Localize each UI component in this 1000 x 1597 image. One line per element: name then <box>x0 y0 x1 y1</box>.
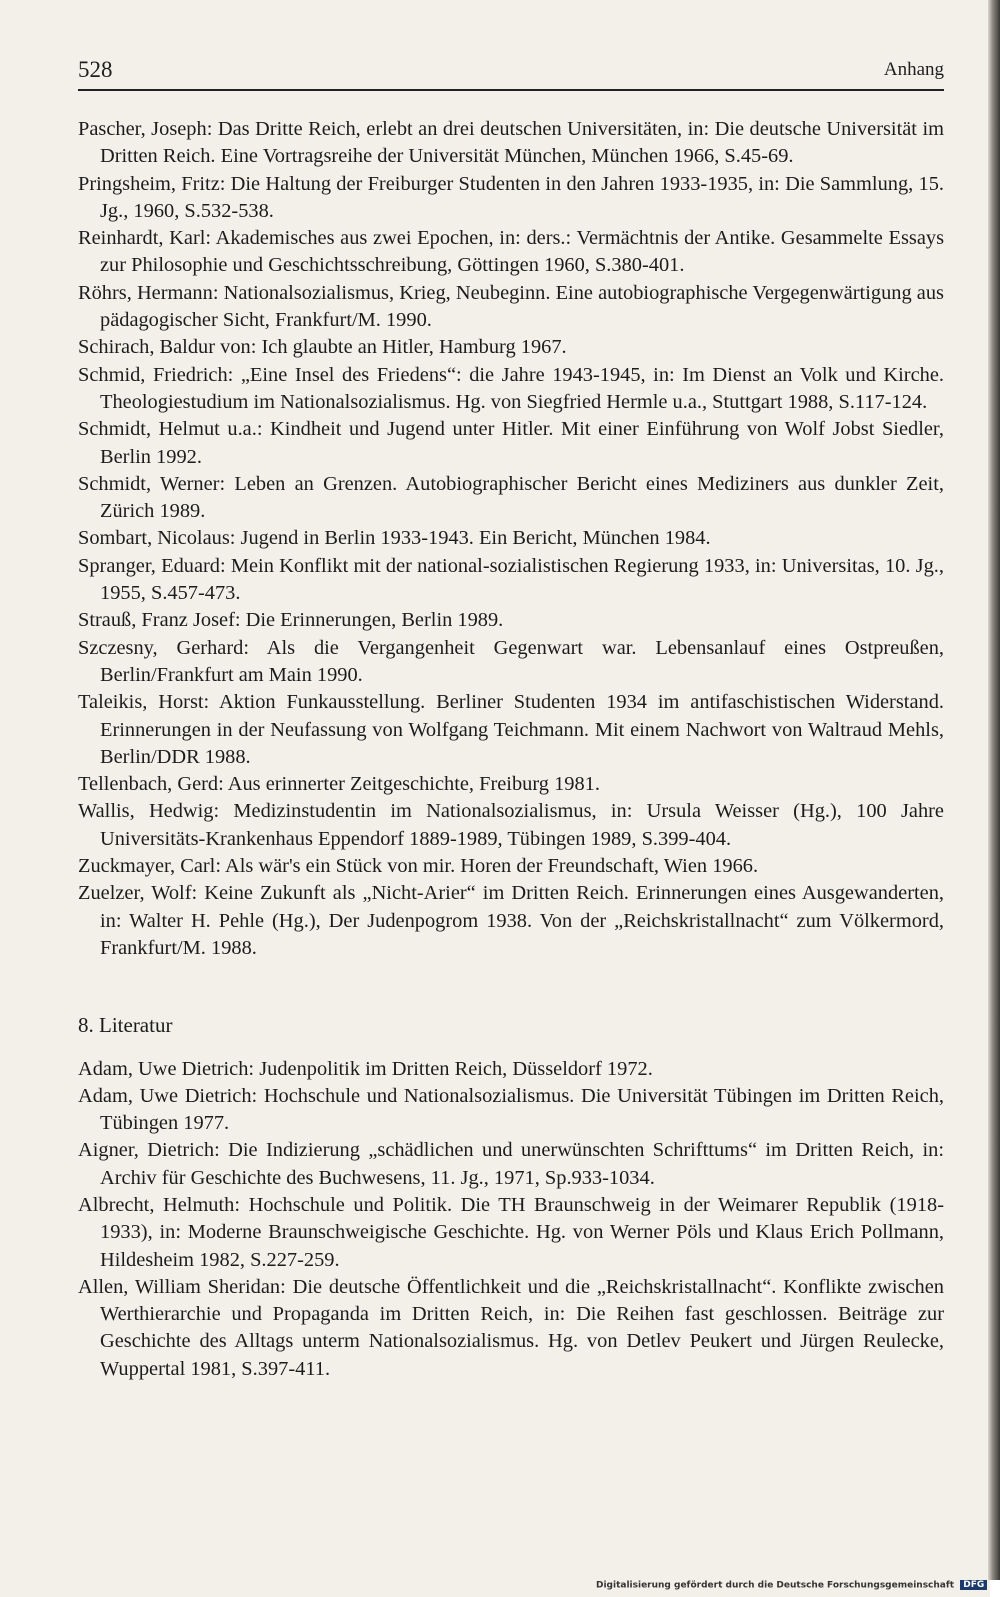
bibliography-entry: Strauß, Franz Josef: Die Erinnerungen, Berlin 1989. <box>78 609 504 632</box>
book-spine-edge <box>988 0 1000 1580</box>
bibliography-entry: Spranger, Eduard: Mein Konflikt mit der national-sozialistischen Regierung 1933, in: Universitas, 10. Jg., 1955, S.457-473. <box>78 554 944 605</box>
digitization-footer <box>596 1580 987 1591</box>
bibliography-entry: Schmidt, Werner: Leben an Grenzen. Autobiographischer Bericht eines Mediziners aus dunkler Zeit, Zürich 1989. <box>78 472 944 523</box>
bibliography-entry: Adam, Uwe Dietrich: Hochschule und Nationalsozialismus. Die Universität Tübingen im Dritten Reich, Tübingen 1977. <box>78 1084 944 1135</box>
bibliography-entry: Taleikis, Horst: Aktion Funkausstellung. Berliner Studenten 1934 im antifaschistischen Widerstand. Erinnerungen in der Neufassung von Wolfgang Teichmann. Mit einem Nachwort von Waltraud Mehls, Berlin/DDR 1988. <box>78 691 944 768</box>
section-heading: 8. Literatur <box>78 1013 173 1038</box>
bibliography-entry: Albrecht, Helmuth: Hochschule und Politik. Die TH Braunschweig in der Weimarer Republik (1918-1933), in: Moderne Braunschweigische Geschichte. Hg. von Werner Pöls und Klaus Erich Pollmann, Hildesheim 1982, S.227-259. <box>78 1193 944 1271</box>
running-head: Anhang <box>883 59 944 80</box>
bibliography-entry: Sombart, Nicolaus: Jugend in Berlin 1933-1943. Ein Bericht, München 1984. <box>78 527 711 550</box>
bibliography-entry: Wallis, Hedwig: Medizinstudentin im Nationalsozialismus, in: Ursula Weisser (Hg.), 100 Jahre Universitäts-Krankenhaus Eppendorf 1889-1989, Tübingen 1989, S.399-404. <box>78 800 944 850</box>
bibliography-entry: Röhrs, Hermann: Nationalsozialismus, Krieg, Neubeginn. Eine autobiographische Vergegenwärtigung aus pädagogischer Sicht, Frankfurt/M. 1990. <box>78 281 944 332</box>
literature-list <box>78 1056 944 1384</box>
bibliography-entry: Schirach, Baldur von: Ich glaubte an Hitler, Hamburg 1967. <box>78 336 567 359</box>
bibliography-entry: Reinhardt, Karl: Akademisches aus zwei Epochen, in: ders.: Vermächtnis der Antike. Gesammelte Essays zur Philosophie und Geschichtsschreibung, Göttingen 1960, S.380-401. <box>78 227 944 277</box>
bibliography-entry: Allen, William Sheridan: Die deutsche Öffentlichkeit und die „Reichskristallnacht“. Konflikte zwischen Werthierarchie und Propaganda im Dritten Reich, in: Die Reihen fast geschlossen. Beiträge zur Geschichte des Alltags unterm Nationalsozialismus. Hg. von Detlev Peukert und Jürgen Reulecke, Wuppertal 1981, S.397-411. <box>78 1275 944 1380</box>
bibliography-entry: Schmidt, Helmut u.a.: Kindheit und Jugend unter Hitler. Mit einer Einführung von Wolf Jobst Siedler, Berlin 1992. <box>78 418 944 468</box>
bibliography-entry: Tellenbach, Gerd: Aus erinnerter Zeitgeschichte, Freiburg 1981. <box>78 773 600 796</box>
bibliography-entry: Adam, Uwe Dietrich: Judenpolitik im Dritten Reich, Düsseldorf 1972. <box>78 1057 653 1080</box>
page-number: 528 <box>78 57 113 82</box>
footer-text: Digitalisierung gefördert durch die Deutsche Forschungsgemeinschaft <box>596 1580 955 1591</box>
sources-list <box>78 116 944 962</box>
bibliography-entry: Pringsheim, Fritz: Die Haltung der Freiburger Studenten in den Jahren 1933-1935, in: Die Sammlung, 15. Jg., 1960, S.532-538. <box>78 172 944 222</box>
bibliography-entry: Aigner, Dietrich: Die Indizierung „schädlichen und unerwünschten Schrifttums“ im Dritten Reich, in: Archiv für Geschichte des Buchwesens, 11. Jg., 1971, Sp.933-1034. <box>78 1139 944 1189</box>
page-header <box>78 55 944 91</box>
dfg-logo: DFG <box>960 1580 987 1590</box>
bibliography-entry: Pascher, Joseph: Das Dritte Reich, erlebt an drei deutschen Universitäten, in: Die deutsche Universität im Dritten Reich. Eine Vortragsreihe der Universität München, München 1966, S.45-69. <box>78 118 944 168</box>
bibliography-entry: Schmid, Friedrich: „Eine Insel des Friedens“: die Jahre 1943-1945, in: Im Dienst an Volk und Kirche. Theologiestudium im Nationalsozialismus. Hg. von Siegfried Hermle u.a., Stuttgart 1988, S.117-124. <box>78 363 944 413</box>
bibliography-entry: Szczesny, Gerhard: Als die Vergangenheit Gegenwart war. Lebensanlauf eines Ostpreußen, Berlin/Frankfurt am Main 1990. <box>78 636 944 686</box>
bibliography-entry: Zuckmayer, Carl: Als wär's ein Stück von mir. Horen der Freundschaft, Wien 1966. <box>78 855 759 878</box>
bibliography-entry: Zuelzer, Wolf: Keine Zukunft als „Nicht-Arier“ im Dritten Reich. Erinnerungen eines Ausgewanderten, in: Walter H. Pehle (Hg.), Der Judenpogrom 1938. Von der „Reichskristallnacht“ zum Völkermord, Frankfurt/M. 1988. <box>78 882 944 959</box>
bibliography-content <box>78 116 944 1383</box>
